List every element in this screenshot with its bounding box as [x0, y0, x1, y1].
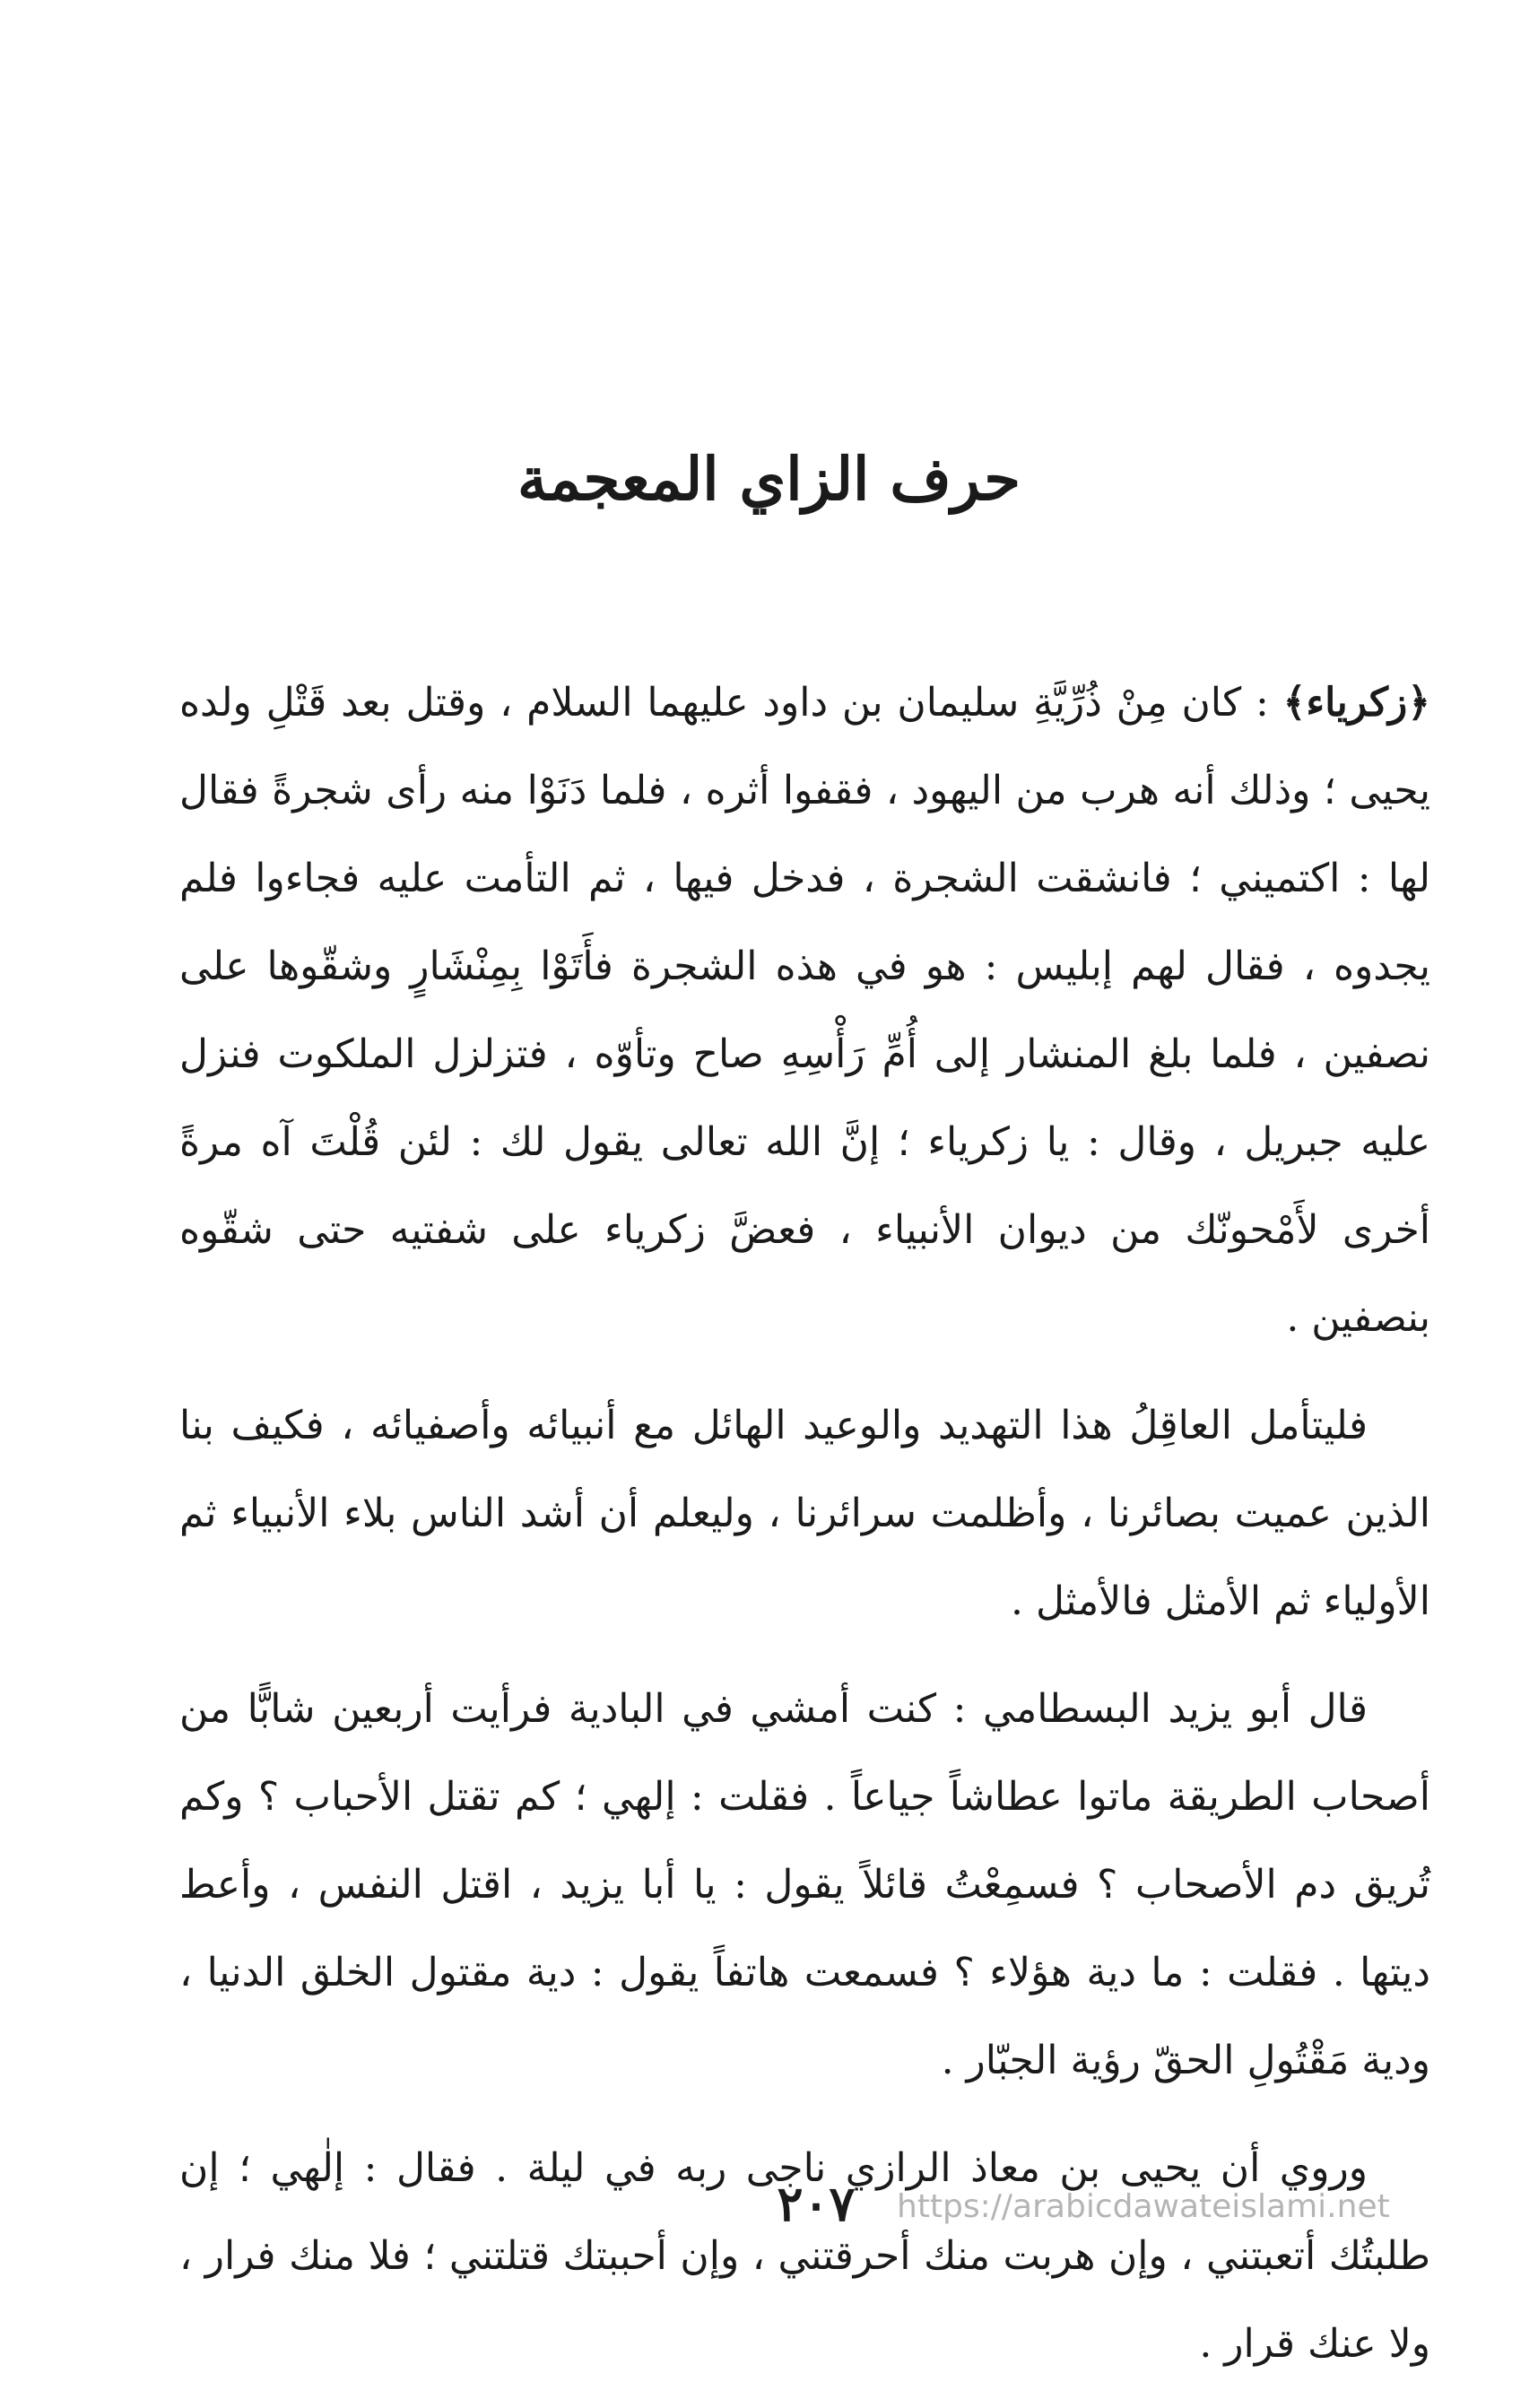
paragraph-text: : كان مِنْ ذُرِّيَّةِ سليمان بن داود عليهما السلام ، وقتل بعد قَتْلِ ولده يحيى ؛ وذلك أنه هرب من اليهود ، فقفوا أثره ، فلما دَنَوْا منه رأى شجرةً فقال لها : اكتميني ؛ فانشقت الشجرة ، فدخل فيها ، ثم التأمت عليه فجاءوا فلم يجدوه ، فقال لهم إبليس : هو في هذه الشجرة فأَتَوْا بِمِنْشَارٍ وشقّوها على نصفين ، فلما بلغ المنشار إلى أُمِّ رَأْسِهِ صاح وتأوّه ، فتزلزل الملكوت فنزل عليه جبريل ، وقال : يا زكرياء ؛ إنَّ الله تعالى يقول لك : لئن قُلْتَ آه مرةً أخرى لأَمْحونّك من ديوان الأنبياء ، فعضَّ زكرياء على شفتيه حتى شقّوه بنصفين .: [179, 680, 1430, 1341]
paragraph-zakariya: [179, 659, 1430, 1362]
watermark-url: https://arabicdawateislami.net: [897, 2188, 1390, 2225]
paragraph-text: فليتأمل العاقِلُ هذا التهديد والوعيد الهائل مع أنبيائه وأصفيائه ، فكيف بنا الذين عميت بصائرنا ، وأظلمت سرائرنا ، وليعلم أن أشد الناس بلاء الأنبياء ثم الأولياء ثم الأمثل فالأمثل .: [179, 1403, 1430, 1624]
paragraph-yahya-razi: [179, 2125, 1430, 2388]
paragraph-text: وروي أن يحيى بن معاذ الرازي ناجى ربه في ليلة . فقال : إلٰهي ؛ إن طلبتُك أتعبتني ، وإن هربت منك أحرقتني ، وإن أحببتك قتلتني ؛ فلا منك فرار ، ولا عنك قرار .: [179, 2145, 1430, 2367]
paragraph-text: قال أبو يزيد البسطامي : كنت أمشي في البادية فرأيت أربعين شابًّا من أصحاب الطريقة ماتوا عطاشاً جياعاً . فقلت : إلهي ؛ كم تقتل الأحباب ؟ وكم تُريق دم الأصحاب ؟ فسمِعْتُ قائلاً يقول : يا أبا يزيد ، اقتل النفس ، وأعط ديتها . فقلت : ما دية هؤلاء ؟ فسمعت هاتفاً يقول : دية مقتول الخلق الدنيا ، ودية مَقْتُولِ الحقّ رؤية الجبّار .: [179, 1686, 1430, 2083]
chapter-heading: حرف الزاي المعجمة: [517, 444, 1021, 514]
paragraph-bistami: [179, 1665, 1430, 2105]
page-number: ٢٠٧: [777, 2175, 856, 2232]
entry-term: ﴿زكرياء﴾: [1282, 680, 1430, 726]
body-text: [179, 659, 1430, 2408]
paragraph-reflection: [179, 1382, 1430, 1646]
